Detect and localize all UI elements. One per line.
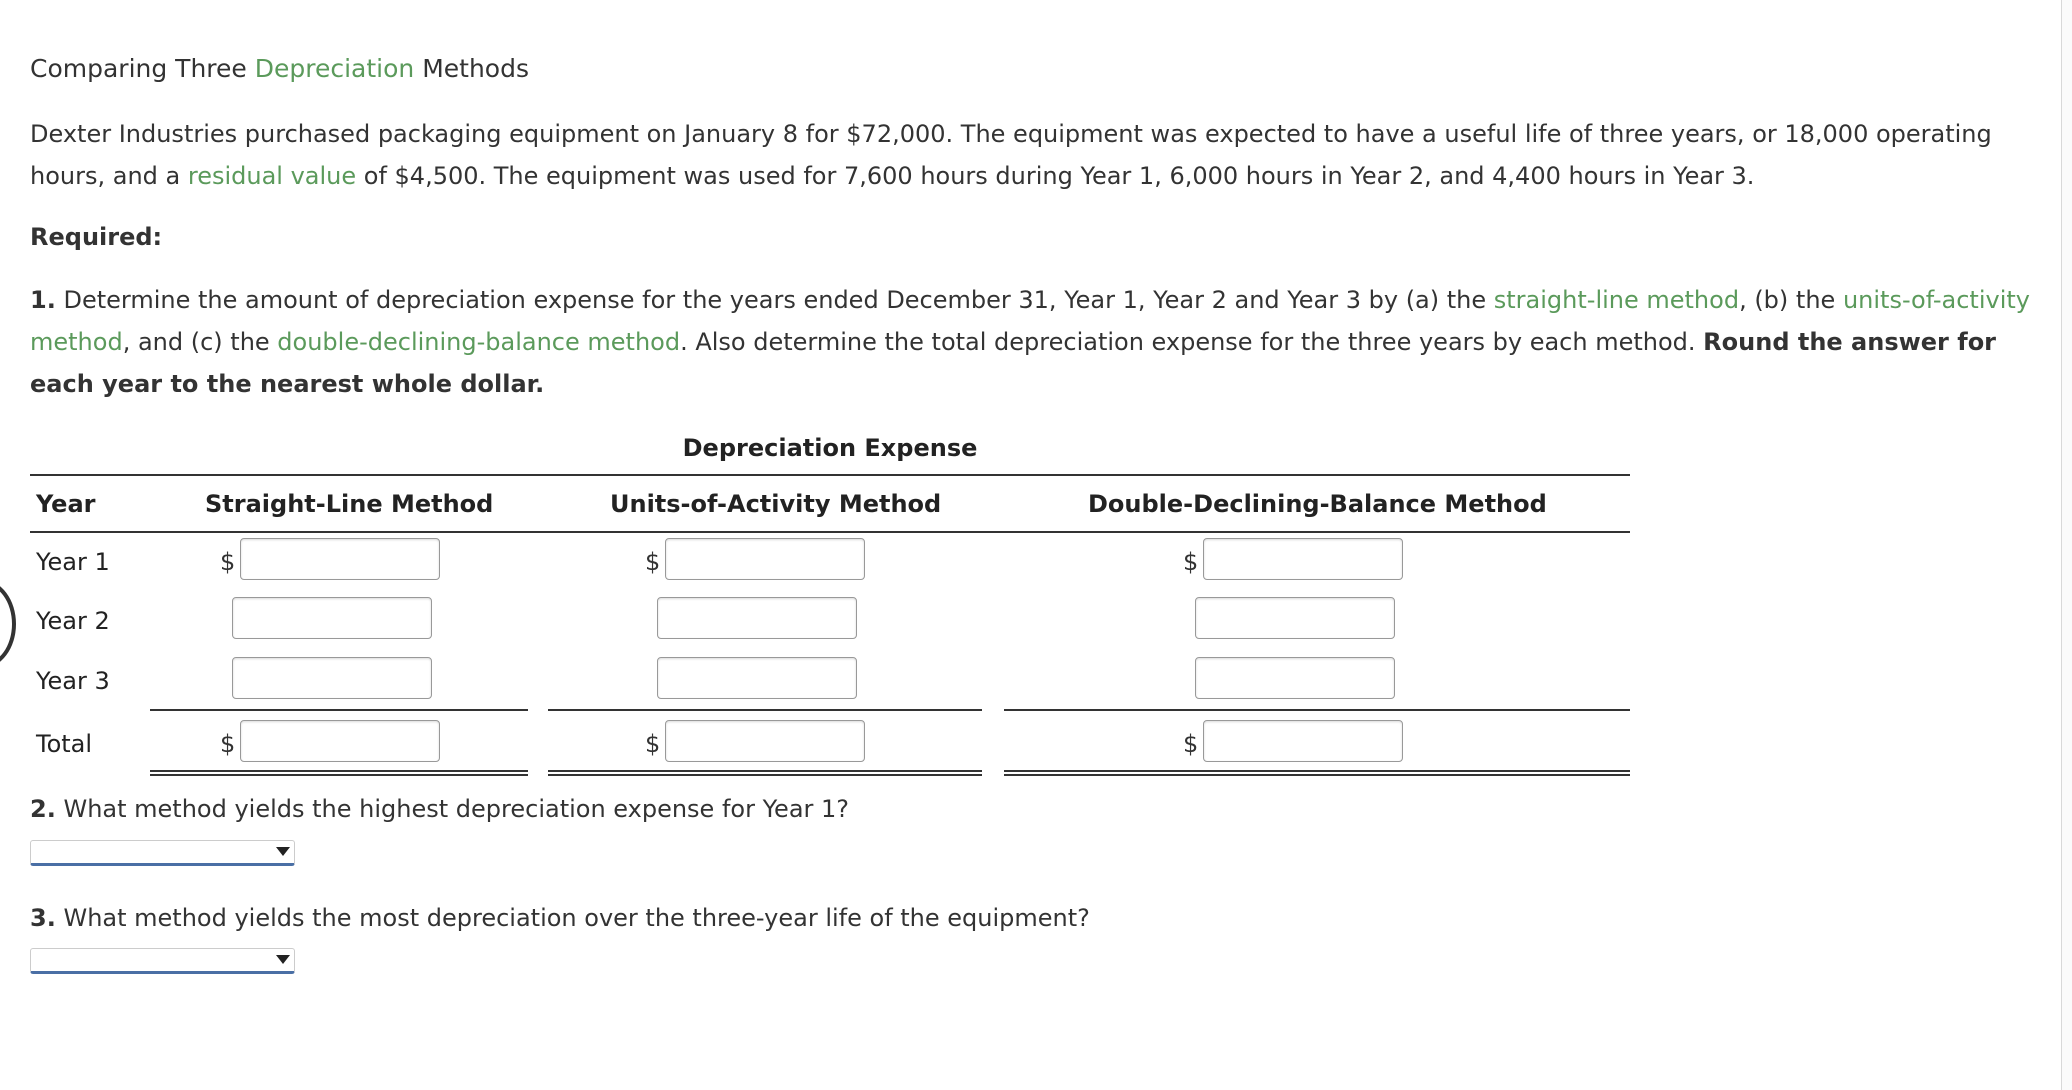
residual-value-link[interactable]: residual value <box>187 162 357 190</box>
question-3 <box>30 900 1090 936</box>
currency-sign: $ <box>220 730 236 758</box>
question-2-number: 2. <box>30 795 56 823</box>
sl-total-input[interactable] <box>240 720 440 762</box>
question-1-text: Determine the amount of depreciation expense for the years ended December 31, Year 1, Year 2 and Year 3 by (a) the <box>55 286 1494 314</box>
ddb-year-3-input[interactable] <box>1195 657 1395 699</box>
double-declining-balance-link[interactable]: double-declining-balance method <box>277 328 681 356</box>
partial-ring-decoration <box>0 580 16 668</box>
sl-year-2-input[interactable] <box>232 597 432 639</box>
question-1 <box>30 279 2060 405</box>
sl-year-1-input[interactable] <box>240 538 440 580</box>
ddb-sum-rule <box>1004 709 1630 711</box>
scrollbar[interactable] <box>2061 0 2072 1090</box>
question-1-text-4: . Also determine the total depreciation expense for the three years by each method. <box>680 328 1704 356</box>
question-3-select[interactable] <box>30 948 295 974</box>
problem-description <box>30 113 2060 197</box>
currency-sign: $ <box>645 548 661 576</box>
question-1-instruction: Round the answer for each year to the nearest whole dollar. <box>30 328 1997 398</box>
question-2 <box>30 791 849 827</box>
units-of-activity-link[interactable]: units-of-activity method <box>30 286 2030 356</box>
ua-sum-rule <box>548 709 982 711</box>
table-top-rule <box>30 474 1630 476</box>
chevron-down-icon <box>276 847 290 856</box>
row-label-year-3: Year 3 <box>36 667 110 695</box>
currency-sign: $ <box>645 730 661 758</box>
currency-sign: $ <box>1183 548 1199 576</box>
question-2-select[interactable] <box>30 840 295 866</box>
required-heading: Required: <box>30 223 163 251</box>
ua-year-2-input[interactable] <box>657 597 857 639</box>
ua-total-input[interactable] <box>665 720 865 762</box>
chevron-down-icon <box>276 955 290 964</box>
question-1-number: 1. <box>30 286 56 314</box>
question-2-text: What method yields the highest depreciation expense for Year 1? <box>55 795 850 823</box>
question-3-number: 3. <box>30 904 56 932</box>
depreciation-table <box>30 430 1630 790</box>
title-text: Comparing Three <box>30 54 255 83</box>
intro-text-end: of $4,500. The equipment was used for 7,600 hours during Year 1, 6,000 hours in Year 2, and 4,400 hours in Year 3. <box>356 162 1755 190</box>
depreciation-link[interactable]: Depreciation <box>254 54 415 83</box>
header-straight-line: Straight-Line Method <box>205 490 494 518</box>
sl-sum-rule <box>150 709 528 711</box>
question-3-text: What method yields the most depreciation over the three-year life of the equipment? <box>55 904 1090 932</box>
title-text-end: Methods <box>414 54 529 83</box>
page-title <box>30 50 2060 88</box>
table-header-rule <box>30 531 1630 533</box>
question-1-text-2: , (b) the <box>1739 286 1843 314</box>
sl-year-3-input[interactable] <box>232 657 432 699</box>
ua-year-1-input[interactable] <box>665 538 865 580</box>
row-label-total: Total <box>36 730 93 758</box>
table-caption: Depreciation Expense <box>682 434 978 462</box>
question-1-text-3: , and (c) the <box>122 328 278 356</box>
row-label-year-2: Year 2 <box>36 607 110 635</box>
header-year: Year <box>36 490 96 518</box>
header-units-of-activity: Units-of-Activity Method <box>610 490 942 518</box>
ua-total-double-rule <box>548 770 982 776</box>
ddb-total-double-rule <box>1004 770 1630 776</box>
header-double-declining: Double-Declining-Balance Method <box>1088 490 1547 518</box>
ddb-year-1-input[interactable] <box>1203 538 1403 580</box>
row-label-year-1: Year 1 <box>36 548 110 576</box>
straight-line-link[interactable]: straight-line method <box>1493 286 1740 314</box>
problem-content <box>30 50 2060 405</box>
currency-sign: $ <box>1183 730 1199 758</box>
ddb-year-2-input[interactable] <box>1195 597 1395 639</box>
sl-total-double-rule <box>150 770 528 776</box>
intro-text: Dexter Industries purchased packaging equipment on January 8 for $72,000. The equipment was expected to have a useful life of three years, or 18,000 operating hours, and a <box>30 120 1992 190</box>
ua-year-3-input[interactable] <box>657 657 857 699</box>
ddb-total-input[interactable] <box>1203 720 1403 762</box>
currency-sign: $ <box>220 548 236 576</box>
